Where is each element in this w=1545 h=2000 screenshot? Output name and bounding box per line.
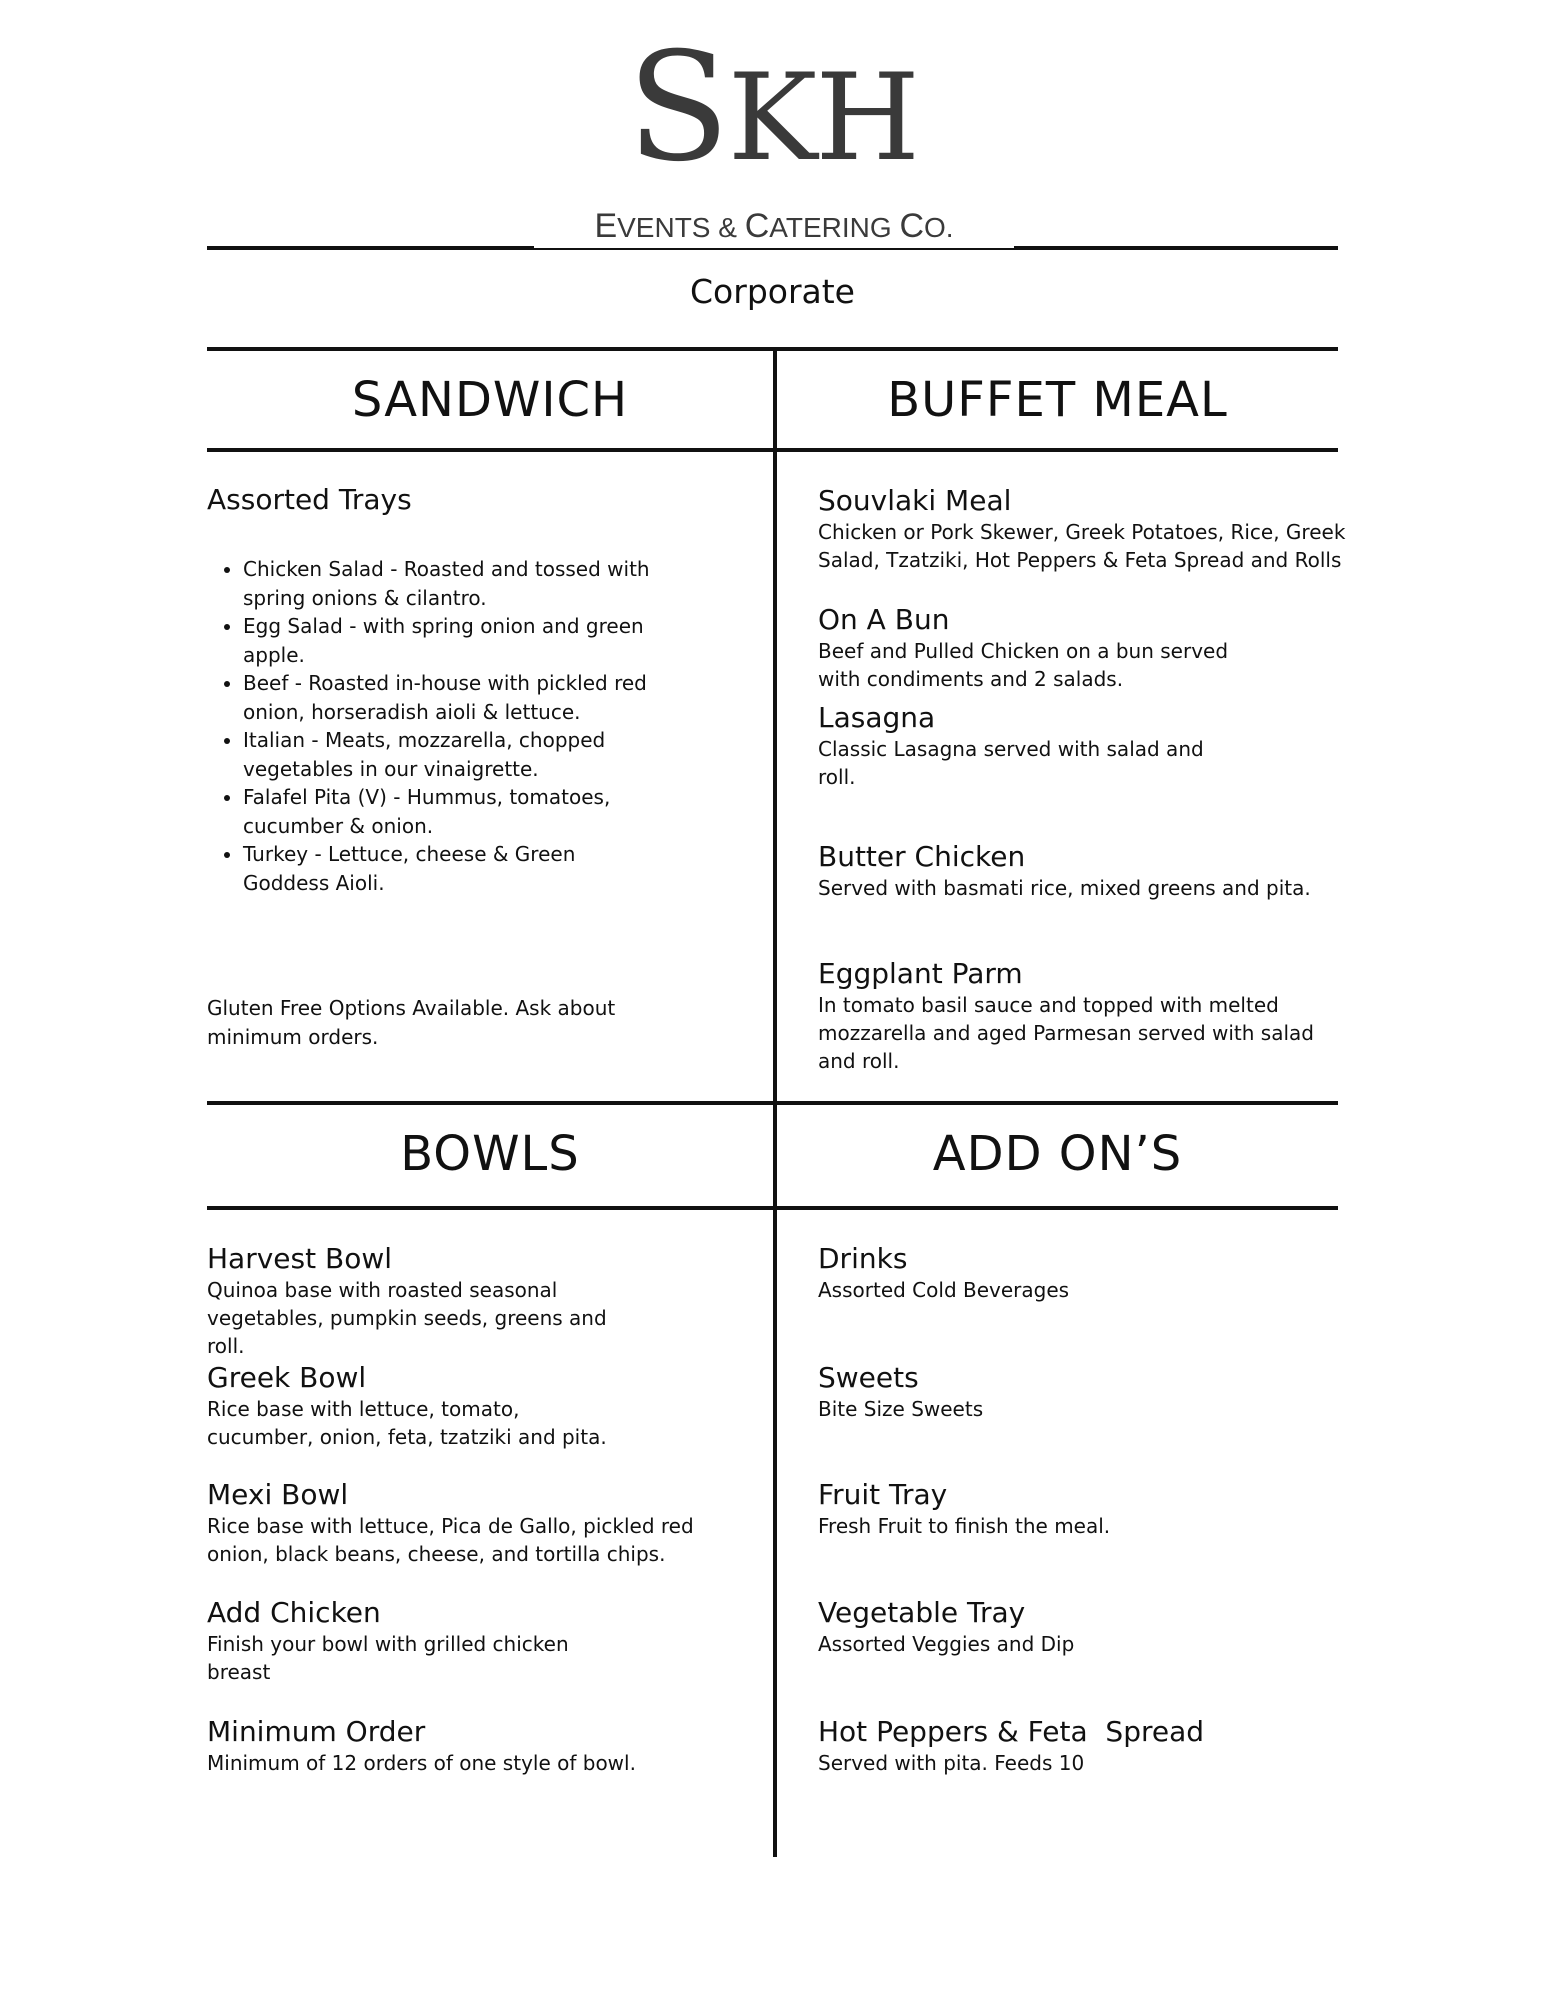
item-desc: Rice base with lettuce, tomato, cucumber, onion, feta, tzatziki and pita. xyxy=(207,1397,607,1449)
section-title-bowls: BOWLS xyxy=(400,1126,580,1182)
item-title: Vegetable Tray xyxy=(818,1596,1026,1629)
item-title: Minimum Order xyxy=(207,1715,426,1748)
item-desc: Finish your bowl with grilled chicken breast xyxy=(207,1632,569,1684)
buffet-item xyxy=(818,603,1238,693)
item-desc: Beef and Pulled Chicken on a bun served with condiments and 2 salads. xyxy=(818,639,1229,691)
section-title-buffet: BUFFET MEAL xyxy=(887,372,1228,428)
logo-letter-s: S xyxy=(626,21,728,195)
item-desc: Assorted Veggies and Dip xyxy=(818,1632,1075,1656)
list-item: • Turkey - Lettuce, cheese & Green Goddess Aioli. xyxy=(243,840,653,897)
addon-item xyxy=(818,1715,1338,1777)
logo-sub-rest: ATERING xyxy=(769,212,900,243)
list-item: • Egg Salad - with spring onion and green apple. xyxy=(243,612,653,669)
page-subtitle: Corporate xyxy=(690,272,855,311)
logo-sub-cap: C xyxy=(899,207,924,245)
item-desc: Classic Lasagna served with salad and roll. xyxy=(818,737,1204,789)
assorted-trays-title: Assorted Trays xyxy=(207,483,412,516)
bowl-item xyxy=(207,1478,717,1568)
item-title: Butter Chicken xyxy=(818,840,1026,873)
item-title: Eggplant Parm xyxy=(818,957,1023,990)
logo-letters-kh: KH xyxy=(727,49,919,188)
logo-sub-rest: O. xyxy=(924,212,954,243)
tray-list xyxy=(207,555,653,897)
logo-sub-cap: E xyxy=(594,207,618,245)
section-title-addons: ADD ON’S xyxy=(932,1126,1183,1182)
item-desc: Served with pita. Feeds 10 xyxy=(818,1751,1085,1775)
item-title: Harvest Bowl xyxy=(207,1242,393,1275)
item-desc: Fresh Fruit to finish the meal. xyxy=(818,1514,1111,1538)
item-desc: Minimum of 12 orders of one style of bowl. xyxy=(207,1751,636,1775)
item-desc: Quinoa base with roasted seasonal vegetables, pumpkin seeds, greens and roll. xyxy=(207,1278,607,1358)
list-item: • Beef - Roasted in-house with pickled red onion, horseradish aioli & lettuce. xyxy=(243,669,653,726)
buffet-item xyxy=(818,701,1218,791)
section-title-sandwich: SANDWICH xyxy=(351,372,629,428)
bowl-item xyxy=(207,1242,647,1360)
buffet-item xyxy=(818,840,1338,902)
list-item: • Italian - Meats, mozzarella, chopped vegetables in our vinaigrette. xyxy=(243,726,653,783)
item-title: Mexi Bowl xyxy=(207,1478,349,1511)
list-item: • Falafel Pita (V) - Hummus, tomatoes, cucumber & onion. xyxy=(243,783,653,840)
item-title: Greek Bowl xyxy=(207,1361,367,1394)
item-desc: Rice base with lettuce, Pica de Gallo, pickled red onion, black beans, cheese, and tortilla chips. xyxy=(207,1514,694,1566)
item-desc: In tomato basil sauce and topped with melted mozzarella and aged Parmesan served with salad and roll. xyxy=(818,993,1314,1073)
item-title: Sweets xyxy=(818,1361,919,1394)
item-title: Souvlaki Meal xyxy=(818,484,1012,517)
gluten-free-note: Gluten Free Options Available. Ask about minimum orders. xyxy=(207,996,616,1049)
addon-item xyxy=(818,1361,1318,1423)
bowl-item xyxy=(207,1715,727,1777)
sandwich-section xyxy=(207,483,747,897)
logo-subtitle xyxy=(534,204,1014,248)
item-desc: Chicken or Pork Skewer, Greek Potatoes, Rice, Greek Salad, Tzatziki, Hot Peppers & Feta Spread and Rolls xyxy=(818,520,1346,572)
buffet-item xyxy=(818,484,1378,574)
item-desc: Assorted Cold Beverages xyxy=(818,1278,1070,1302)
addon-item xyxy=(818,1242,1318,1304)
item-title: Fruit Tray xyxy=(818,1478,948,1511)
item-title: On A Bun xyxy=(818,603,950,636)
item-desc: Bite Size Sweets xyxy=(818,1397,984,1421)
buffet-item xyxy=(818,957,1318,1075)
item-title: Drinks xyxy=(818,1242,908,1275)
bowl-item xyxy=(207,1596,607,1686)
item-title: Hot Peppers & Feta Spread xyxy=(818,1715,1205,1748)
logo-sub-rest: VENTS & xyxy=(617,212,745,243)
divider-vertical xyxy=(773,349,777,1857)
addon-item xyxy=(818,1478,1318,1540)
logo-mark xyxy=(0,21,1545,195)
logo-sub-cap: C xyxy=(744,207,770,245)
item-title: Lasagna xyxy=(818,701,936,734)
bowl-item xyxy=(207,1361,617,1451)
item-desc: Served with basmati rice, mixed greens and pita. xyxy=(818,876,1311,900)
list-item: • Chicken Salad - Roasted and tossed with spring onions & cilantro. xyxy=(243,555,653,612)
item-title: Add Chicken xyxy=(207,1596,381,1629)
addon-item xyxy=(818,1596,1318,1658)
